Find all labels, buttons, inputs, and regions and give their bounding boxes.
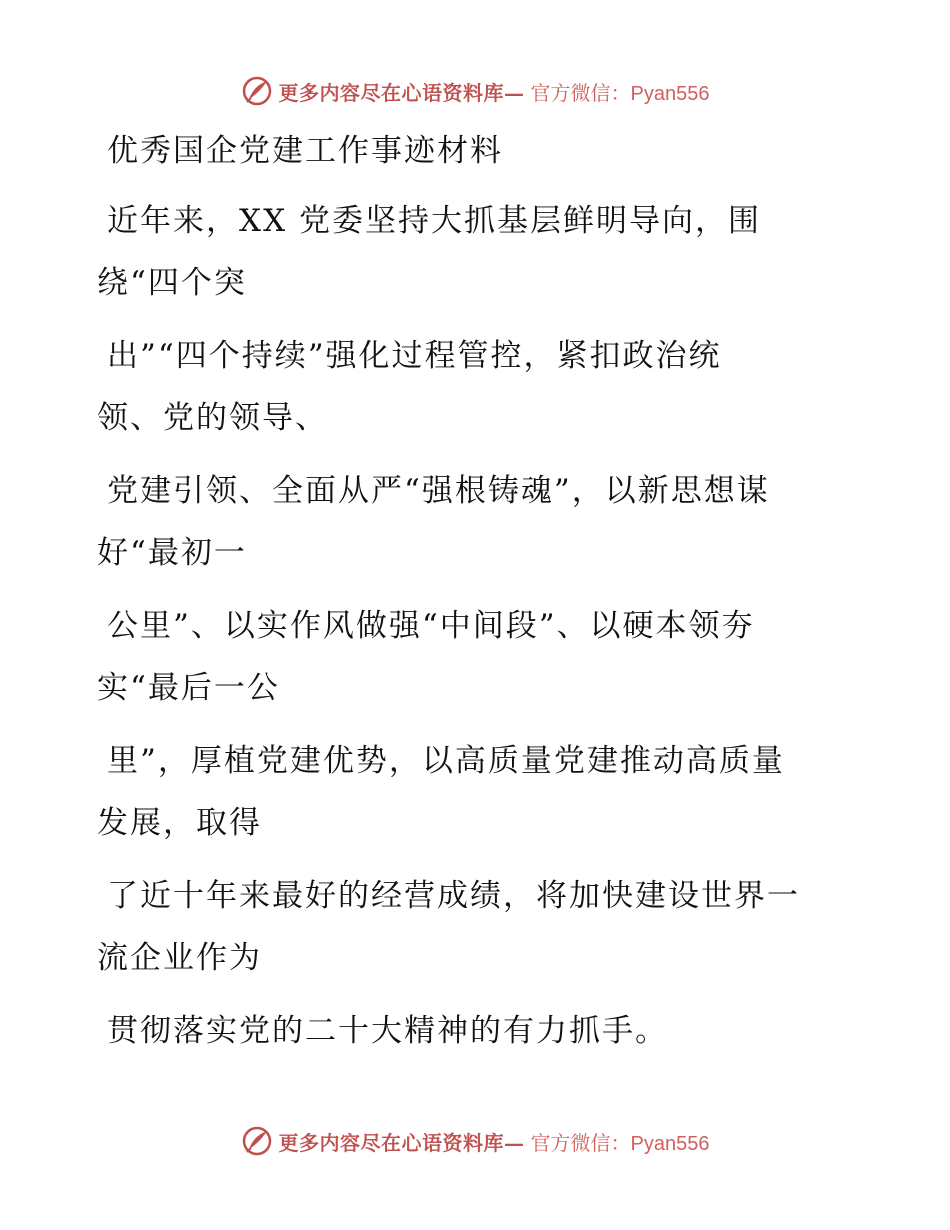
quill-logo-icon	[241, 75, 273, 107]
paragraph-line: 公里”、以实作风做强“中间段”、以硬本领夯	[107, 608, 755, 644]
watermark-wechat: 官方微信：Pyan556	[530, 82, 710, 105]
quill-logo-icon	[241, 1125, 273, 1157]
paragraph-line: 实“最后一公	[97, 670, 280, 706]
document-title: 优秀国企党建工作事迹材料	[107, 133, 503, 169]
paragraph-line: 绕“四个突	[97, 265, 247, 301]
paragraph-line: 近年来，XX 党委坚持大抓基层鲜明导向，围	[107, 203, 761, 239]
paragraph-line: 流企业作为	[97, 940, 262, 976]
paragraph-line: 发展，取得	[97, 805, 262, 841]
paragraph-line: 里”，厚植党建优势，以高质量党建推动高质量	[107, 743, 785, 779]
paragraph-line: 了近十年来最好的经营成绩，将加快建设世界一	[107, 878, 800, 914]
paragraph-line: 领、党的领导、	[97, 400, 328, 436]
document-body	[97, 120, 897, 1062]
watermark-slogan: 更多内容尽在心语资料库—	[278, 1130, 525, 1155]
paragraph-line: 好“最初一	[97, 535, 247, 571]
header-watermark	[0, 71, 950, 111]
footer-watermark	[0, 1121, 950, 1161]
watermark-wechat: 官方微信：Pyan556	[530, 1132, 710, 1155]
watermark-slogan: 更多内容尽在心语资料库—	[278, 80, 525, 105]
paragraph-line: 出”“四个持续”强化过程管控，紧扣政治统	[107, 338, 722, 374]
paragraph-line: 贯彻落实党的二十大精神的有力抓手。	[107, 1013, 668, 1049]
paragraph-line: 党建引领、全面从严“强根铸魂”，以新思想谋	[107, 473, 770, 509]
